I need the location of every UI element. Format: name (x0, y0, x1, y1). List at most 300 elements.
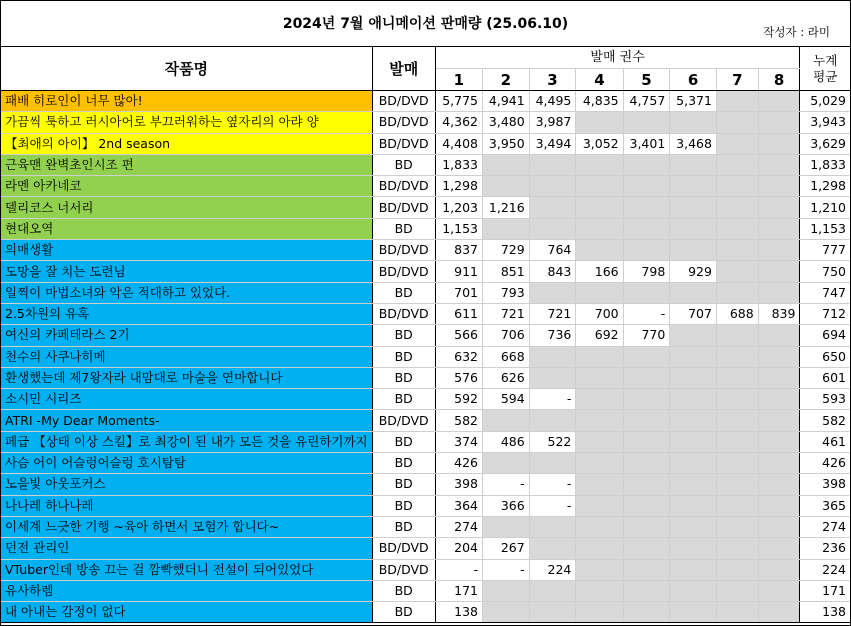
volume-cell-4: 3,052 (576, 133, 623, 154)
average-cell: 777 (800, 240, 850, 261)
title-cell: 라멘 아카네코 (1, 176, 372, 197)
title-cell: 던전 관리인 (1, 538, 372, 559)
volume-cell-7 (716, 240, 758, 261)
title-cell: 나나레 하나나레 (1, 495, 372, 516)
title-cell: 의매생활 (1, 240, 372, 261)
volume-cell-5 (623, 410, 670, 431)
title-cell: 【최애의 아이】 2nd season (1, 133, 372, 154)
release-cell: BD/DVD (372, 133, 435, 154)
volume-cell-8 (758, 218, 800, 239)
table-row (1, 112, 850, 133)
release-cell: BD/DVD (372, 410, 435, 431)
volume-cell-1: 274 (435, 516, 482, 537)
volume-cell-1: 398 (435, 474, 482, 495)
header-average-line2: 평균 (813, 68, 838, 84)
title-cell: 현대오역 (1, 218, 372, 239)
volume-cell-3 (529, 282, 576, 303)
volume-cell-5: 798 (623, 261, 670, 282)
table-row (1, 282, 850, 303)
volume-cell-1: 5,775 (435, 91, 482, 112)
volume-cell-3 (529, 580, 576, 601)
release-cell: BD/DVD (372, 240, 435, 261)
header-title: 작품명 (1, 47, 372, 91)
release-cell: BD/DVD (372, 303, 435, 324)
volume-cell-2: 706 (483, 325, 530, 346)
volume-cell-3 (529, 410, 576, 431)
table-row (1, 453, 850, 474)
volume-cell-7 (716, 559, 758, 580)
volume-cell-4 (576, 346, 623, 367)
volume-cell-7 (716, 474, 758, 495)
table-row (1, 218, 850, 239)
volume-cell-8 (758, 240, 800, 261)
header-volume-3: 3 (529, 69, 576, 91)
volume-cell-7 (716, 325, 758, 346)
table-row (1, 240, 850, 261)
title-cell: 노을빛 아웃포커스 (1, 474, 372, 495)
volume-cell-3: - (529, 389, 576, 410)
title-cell: ATRI -My Dear Moments- (1, 410, 372, 431)
volume-cell-6 (670, 453, 717, 474)
release-cell: BD/DVD (372, 197, 435, 218)
volume-cell-5 (623, 154, 670, 175)
volume-cell-4 (576, 389, 623, 410)
header-volume-7: 7 (716, 69, 758, 91)
volume-cell-8 (758, 112, 800, 133)
volume-cell-6 (670, 218, 717, 239)
volume-cell-4: 692 (576, 325, 623, 346)
release-cell: BD (372, 516, 435, 537)
volume-cell-5 (623, 282, 670, 303)
table-row (1, 538, 850, 559)
volume-cell-4 (576, 474, 623, 495)
volume-cell-7 (716, 367, 758, 388)
header-volume-2: 2 (483, 69, 530, 91)
volume-cell-6: 5,371 (670, 91, 717, 112)
volume-cell-4 (576, 218, 623, 239)
volume-cell-7 (716, 538, 758, 559)
volume-cell-2 (483, 516, 530, 537)
volume-cell-6: 929 (670, 261, 717, 282)
volume-cell-8 (758, 282, 800, 303)
average-cell: 747 (800, 282, 850, 303)
volume-cell-5 (623, 112, 670, 133)
table-row (1, 91, 850, 112)
header-volume-4: 4 (576, 69, 623, 91)
volume-cell-3: 843 (529, 261, 576, 282)
volume-cell-4 (576, 367, 623, 388)
volume-cell-1: 911 (435, 261, 482, 282)
table-row (1, 133, 850, 154)
volume-cell-1: 592 (435, 389, 482, 410)
volume-cell-5 (623, 516, 670, 537)
volume-cell-5 (623, 602, 670, 623)
volume-cell-8 (758, 197, 800, 218)
table-row (1, 559, 850, 580)
title-cell: 사슴 어이 어슬렁어슬렁 호시탐탐 (1, 453, 372, 474)
average-cell: 1,210 (800, 197, 850, 218)
volume-cell-8 (758, 474, 800, 495)
volume-cell-3 (529, 176, 576, 197)
release-cell: BD/DVD (372, 559, 435, 580)
header-volume-1: 1 (435, 69, 482, 91)
volume-cell-7 (716, 516, 758, 537)
volume-cell-2: 721 (483, 303, 530, 324)
average-cell: 750 (800, 261, 850, 282)
volume-cell-5 (623, 538, 670, 559)
volume-cell-2: 729 (483, 240, 530, 261)
volume-cell-2 (483, 176, 530, 197)
volume-cell-8 (758, 453, 800, 474)
volume-cell-2: 793 (483, 282, 530, 303)
header-release: 발매 (372, 47, 435, 91)
volume-cell-1: 374 (435, 431, 482, 452)
volume-cell-4: 700 (576, 303, 623, 324)
volume-cell-5 (623, 176, 670, 197)
release-cell: BD (372, 367, 435, 388)
volume-cell-1: 701 (435, 282, 482, 303)
volume-cell-7 (716, 410, 758, 431)
average-cell: 224 (800, 559, 850, 580)
volume-cell-2: 1,216 (483, 197, 530, 218)
average-cell: 171 (800, 580, 850, 601)
volume-cell-5 (623, 495, 670, 516)
volume-cell-1: 632 (435, 346, 482, 367)
average-cell: 1,833 (800, 154, 850, 175)
volume-cell-1: 4,408 (435, 133, 482, 154)
volume-cell-2 (483, 453, 530, 474)
volume-cell-6 (670, 367, 717, 388)
volume-cell-6 (670, 474, 717, 495)
average-cell: 426 (800, 453, 850, 474)
volume-cell-8 (758, 516, 800, 537)
volume-cell-1: 566 (435, 325, 482, 346)
volume-cell-8: 839 (758, 303, 800, 324)
volume-cell-7 (716, 602, 758, 623)
release-cell: BD (372, 474, 435, 495)
average-cell: 365 (800, 495, 850, 516)
volume-cell-4 (576, 559, 623, 580)
release-cell: BD (372, 325, 435, 346)
volume-cell-3 (529, 602, 576, 623)
average-cell: 3,943 (800, 112, 850, 133)
sheet-title: 2024년 7월 애니메이션 판매량 (25.06.10) (282, 16, 569, 32)
volume-cell-2 (483, 154, 530, 175)
average-cell: 461 (800, 431, 850, 452)
volume-cell-6 (670, 538, 717, 559)
volume-cell-6 (670, 389, 717, 410)
volume-cell-1: 1,298 (435, 176, 482, 197)
release-cell: BD (372, 282, 435, 303)
header-volume-8: 8 (758, 69, 800, 91)
release-cell: BD (372, 346, 435, 367)
title-cell: 페급 【상태 이상 스킬】로 최강이 된 내가 모든 것을 유린하기까지 (1, 431, 372, 452)
volume-cell-1: 204 (435, 538, 482, 559)
volume-cell-4 (576, 282, 623, 303)
title-cell: 일찍이 마법소녀와 악은 적대하고 있었다. (1, 282, 372, 303)
volume-cell-4 (576, 516, 623, 537)
volume-cell-4: 4,835 (576, 91, 623, 112)
average-cell: 1,298 (800, 176, 850, 197)
volume-cell-6 (670, 516, 717, 537)
title-cell: 이세계 느긋한 기행 ~육아 하면서 모험가 합니다~ (1, 516, 372, 537)
volume-cell-6: 3,468 (670, 133, 717, 154)
volume-cell-6 (670, 197, 717, 218)
header-average (800, 47, 850, 91)
volume-cell-2 (483, 218, 530, 239)
volume-cell-3 (529, 367, 576, 388)
average-cell: 274 (800, 516, 850, 537)
volume-cell-7 (716, 580, 758, 601)
volume-cell-3: 764 (529, 240, 576, 261)
table-row (1, 580, 850, 601)
volume-cell-3: - (529, 474, 576, 495)
release-cell: BD (372, 218, 435, 239)
volume-cell-5 (623, 218, 670, 239)
volume-cell-7 (716, 197, 758, 218)
volume-cell-1: 1,833 (435, 154, 482, 175)
volume-cell-5 (623, 474, 670, 495)
volume-cell-6 (670, 495, 717, 516)
volume-cell-3 (529, 453, 576, 474)
volume-cell-6 (670, 602, 717, 623)
volume-cell-8 (758, 367, 800, 388)
volume-cell-5: 4,757 (623, 91, 670, 112)
average-cell: 236 (800, 538, 850, 559)
volume-cell-4 (576, 453, 623, 474)
volume-cell-8 (758, 431, 800, 452)
volume-cell-5 (623, 580, 670, 601)
volume-cell-1: 4,362 (435, 112, 482, 133)
volume-cell-2: - (483, 559, 530, 580)
volume-cell-7 (716, 112, 758, 133)
volume-cell-8 (758, 176, 800, 197)
average-cell: 138 (800, 602, 850, 623)
volume-cell-5 (623, 346, 670, 367)
volume-cell-3 (529, 218, 576, 239)
volume-cell-7 (716, 282, 758, 303)
volume-cell-3 (529, 346, 576, 367)
volume-cell-4 (576, 197, 623, 218)
title-cell: 도망을 잘 치는 도련님 (1, 261, 372, 282)
header-volume-5: 5 (623, 69, 670, 91)
table-row (1, 367, 850, 388)
average-cell: 601 (800, 367, 850, 388)
title-cell: 환생했는데 제7왕자라 내맘대로 마술을 연마합니다 (1, 367, 372, 388)
volume-cell-2: 4,941 (483, 91, 530, 112)
average-cell: 712 (800, 303, 850, 324)
volume-cell-4 (576, 602, 623, 623)
volume-cell-1: 1,153 (435, 218, 482, 239)
volume-cell-3: 224 (529, 559, 576, 580)
volume-cell-6 (670, 410, 717, 431)
volume-cell-1: 582 (435, 410, 482, 431)
table-row (1, 325, 850, 346)
volume-cell-3 (529, 538, 576, 559)
table-row (1, 154, 850, 175)
volume-cell-7 (716, 495, 758, 516)
title-cell: 2.5차원의 유혹 (1, 303, 372, 324)
volume-cell-3 (529, 154, 576, 175)
volume-cell-6 (670, 559, 717, 580)
volume-cell-4 (576, 112, 623, 133)
volume-cell-2 (483, 410, 530, 431)
volume-cell-3: 3,494 (529, 133, 576, 154)
volume-cell-8 (758, 91, 800, 112)
volume-cell-2 (483, 580, 530, 601)
volume-cell-6 (670, 325, 717, 346)
table-row (1, 261, 850, 282)
volume-cell-6 (670, 346, 717, 367)
volume-cell-3: 721 (529, 303, 576, 324)
table-row (1, 346, 850, 367)
volume-cell-7 (716, 453, 758, 474)
release-cell: BD/DVD (372, 538, 435, 559)
volume-cell-3: 3,987 (529, 112, 576, 133)
volume-cell-4 (576, 538, 623, 559)
volume-cell-1: 364 (435, 495, 482, 516)
volume-cell-3: 736 (529, 325, 576, 346)
table-row (1, 516, 850, 537)
volume-cell-1: 837 (435, 240, 482, 261)
volume-cell-8 (758, 580, 800, 601)
volume-cell-7 (716, 133, 758, 154)
header-volume-6: 6 (670, 69, 717, 91)
average-cell: 398 (800, 474, 850, 495)
title-cell: 천수의 사쿠나히메 (1, 346, 372, 367)
volume-cell-1: - (435, 559, 482, 580)
volume-cell-7 (716, 261, 758, 282)
volume-cell-3: 4,495 (529, 91, 576, 112)
volume-cell-5 (623, 559, 670, 580)
volume-cell-8 (758, 495, 800, 516)
volume-cell-2: 267 (483, 538, 530, 559)
volume-cell-3 (529, 197, 576, 218)
volume-cell-3 (529, 516, 576, 537)
average-cell: 650 (800, 346, 850, 367)
table-row (1, 495, 850, 516)
volume-cell-7 (716, 218, 758, 239)
table-row (1, 602, 850, 623)
volume-cell-4 (576, 580, 623, 601)
volume-cell-7 (716, 346, 758, 367)
table-row (1, 389, 850, 410)
average-cell: 1,153 (800, 218, 850, 239)
table-row (1, 474, 850, 495)
title-cell: 패배 히로인이 너무 많아! (1, 91, 372, 112)
release-cell: BD (372, 495, 435, 516)
volume-cell-7 (716, 91, 758, 112)
release-cell: BD (372, 580, 435, 601)
volume-cell-2 (483, 602, 530, 623)
volume-cell-4 (576, 154, 623, 175)
title-cell: 델리코스 너서리 (1, 197, 372, 218)
volume-cell-2: 366 (483, 495, 530, 516)
table-row (1, 410, 850, 431)
release-cell: BD (372, 602, 435, 623)
volume-cell-2: 486 (483, 431, 530, 452)
header-volumes-group: 발매 권수 (435, 47, 800, 69)
average-cell: 5,029 (800, 91, 850, 112)
volume-cell-8 (758, 559, 800, 580)
volume-cell-6 (670, 176, 717, 197)
volume-cell-5 (623, 367, 670, 388)
volume-cell-8 (758, 346, 800, 367)
volume-cell-4 (576, 176, 623, 197)
volume-cell-8 (758, 154, 800, 175)
release-cell: BD (372, 453, 435, 474)
volume-cell-8 (758, 410, 800, 431)
volume-cell-5: 3,401 (623, 133, 670, 154)
title-cell: 소시민 시리즈 (1, 389, 372, 410)
volume-cell-2: 668 (483, 346, 530, 367)
volume-cell-6 (670, 240, 717, 261)
volume-cell-6 (670, 580, 717, 601)
release-cell: BD (372, 431, 435, 452)
volume-cell-2: 851 (483, 261, 530, 282)
title-cell: VTuber인데 방송 끄는 걸 깜빡했더니 전설이 되어있었다 (1, 559, 372, 580)
release-cell: BD (372, 389, 435, 410)
volume-cell-3: 522 (529, 431, 576, 452)
author-label: 작성자 : 라미 (763, 25, 830, 39)
title-cell: 유사하렘 (1, 580, 372, 601)
volume-cell-1: 1,203 (435, 197, 482, 218)
volume-cell-8 (758, 261, 800, 282)
release-cell: BD/DVD (372, 261, 435, 282)
table-row (1, 176, 850, 197)
volume-cell-5: - (623, 303, 670, 324)
average-cell: 3,629 (800, 133, 850, 154)
volume-cell-2: 626 (483, 367, 530, 388)
release-cell: BD (372, 154, 435, 175)
volume-cell-4 (576, 495, 623, 516)
volume-cell-7 (716, 154, 758, 175)
title-cell: 근육맨 완벽초인시조 편 (1, 154, 372, 175)
volume-cell-6 (670, 282, 717, 303)
volume-cell-5: 770 (623, 325, 670, 346)
volume-cell-7 (716, 176, 758, 197)
average-cell: 582 (800, 410, 850, 431)
volume-cell-4: 166 (576, 261, 623, 282)
average-cell: 694 (800, 325, 850, 346)
volume-cell-6 (670, 431, 717, 452)
volume-cell-4 (576, 240, 623, 261)
volume-cell-4 (576, 410, 623, 431)
volume-cell-2: - (483, 474, 530, 495)
volume-cell-7: 688 (716, 303, 758, 324)
volume-cell-8 (758, 325, 800, 346)
volume-cell-6: 707 (670, 303, 717, 324)
title-cell: 내 아내는 감정이 없다 (1, 602, 372, 623)
volume-cell-8 (758, 133, 800, 154)
volume-cell-1: 611 (435, 303, 482, 324)
volume-cell-8 (758, 538, 800, 559)
header-average-line1: 누계 (813, 52, 838, 68)
volume-cell-1: 576 (435, 367, 482, 388)
volume-cell-8 (758, 602, 800, 623)
volume-cell-8 (758, 389, 800, 410)
release-cell: BD/DVD (372, 91, 435, 112)
table-row (1, 197, 850, 218)
volume-cell-5 (623, 240, 670, 261)
volume-cell-3: - (529, 495, 576, 516)
volume-cell-7 (716, 389, 758, 410)
release-cell: BD/DVD (372, 176, 435, 197)
volume-cell-7 (716, 431, 758, 452)
table-row (1, 303, 850, 324)
table-row (1, 431, 850, 452)
volume-cell-6 (670, 154, 717, 175)
